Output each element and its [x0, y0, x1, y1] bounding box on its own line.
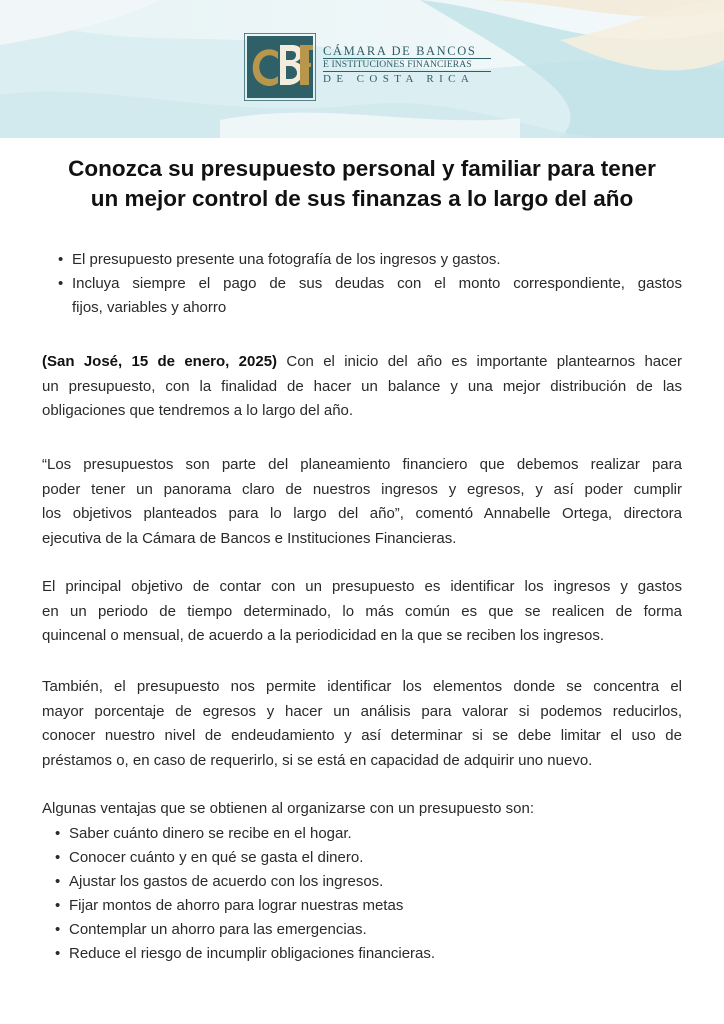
advantage-item: • Saber cuánto dinero se recibe en el hogar.: [55, 822, 675, 846]
advantage-item: • Contemplar un ahorro para las emergencias.: [55, 918, 675, 942]
logo-line-2: E INSTITUCIONES FINANCIERAS: [323, 59, 472, 70]
paragraph-line: “Los presupuestos son parte del planeamiento financiero que debemos realizar para: [42, 456, 682, 473]
logo-line-1: CÁMARA DE BANCOS: [323, 44, 477, 58]
chamber-logo: [244, 33, 494, 101]
paragraph-line: en un periodo de tiempo determinado, lo más común es que se realicen de forma: [42, 602, 682, 620]
paragraph-quote: [42, 453, 682, 551]
highlight-item: [58, 248, 682, 272]
paragraph-line: préstamos o, en caso de requerirlo, si se está en capacidad de adquirir uno nuevo.: [42, 751, 593, 769]
paragraph-analysis: [42, 675, 682, 773]
paragraph-line: quincenal o mensual, de acuerdo a la periodicidad en la que se reciben los ingresos.: [42, 627, 605, 644]
highlights-list: [58, 248, 682, 320]
paragraph-line: obligaciones que tendremos a lo largo del año.: [42, 402, 354, 419]
advantages-list: [55, 822, 675, 966]
logo-line-3: DE COSTA RICA: [323, 73, 475, 85]
highlight-item: [58, 272, 682, 320]
chamber-logo-mark-icon: [244, 33, 316, 101]
title-line-2: un mejor control de sus finanzas a lo largo del año: [90, 186, 634, 211]
title-line-1: Conozca su presupuesto personal y familiar para tener: [68, 156, 656, 181]
paragraph-line: Algunas ventajas que se obtienen al organizarse con un presupuesto son:: [42, 800, 535, 817]
advantage-item: • Conocer cuánto y en qué se gasta el dinero.: [55, 846, 675, 870]
paragraph-intro: [42, 350, 682, 424]
advantage-item: • Reduce el riesgo de incumplir obligaciones financieras.: [55, 942, 675, 966]
letterhead: [0, 0, 724, 138]
paragraph-line: poder tener un panorama claro de nuestros ingresos y egresos, y así poder cumplir: [42, 480, 682, 498]
advantage-item: • Fijar montos de ahorro para lograr nuestras metas: [55, 894, 675, 918]
dateline: (San José, 15 de enero, 2025): [42, 353, 278, 370]
paragraph-objective: [42, 575, 682, 649]
advantage-item: • Ajustar los gastos de acuerdo con los ingresos.: [55, 870, 675, 894]
paragraph-line: ejecutiva de la Cámara de Bancos e Instituciones Financieras.: [42, 529, 457, 547]
paragraph-line: conocer nuestro nivel de endeudamiento y así determinar si se debe limitar el uso de: [42, 727, 682, 744]
paragraph-line: [42, 350, 682, 375]
paragraph-line: El principal objetivo de contar con un presupuesto es identificar los ingresos y gastos: [42, 578, 682, 595]
chamber-logo-wordmark: [323, 44, 498, 86]
paragraph-line: mayor porcentaje de egresos y hacer un análisis para valorar si podemos reducirlos,: [42, 702, 682, 720]
paragraph-line: los objetivos planteados para lo largo del año”, comentó Annabelle Ortega, directora: [42, 505, 682, 522]
page-title: [30, 154, 694, 214]
highlight-text-line: fijos, variables y ahorro: [72, 299, 227, 316]
paragraph-advantages-intro: [42, 797, 682, 822]
highlight-text-line: • Incluya siempre el pago de sus deudas con el monto correspondiente, gastos: [72, 275, 682, 292]
paragraph-line-text: Con el inicio del año es importante plantearnos hacer: [277, 353, 682, 370]
paragraph-line: un presupuesto, con la finalidad de hacer un balance y una mejor distribución de las: [42, 377, 682, 395]
paragraph-line: También, el presupuesto nos permite identificar los elementos donde se concentra el: [42, 678, 682, 695]
highlight-text: El presupuesto presente una fotografía de los ingresos y gastos.: [72, 251, 501, 268]
